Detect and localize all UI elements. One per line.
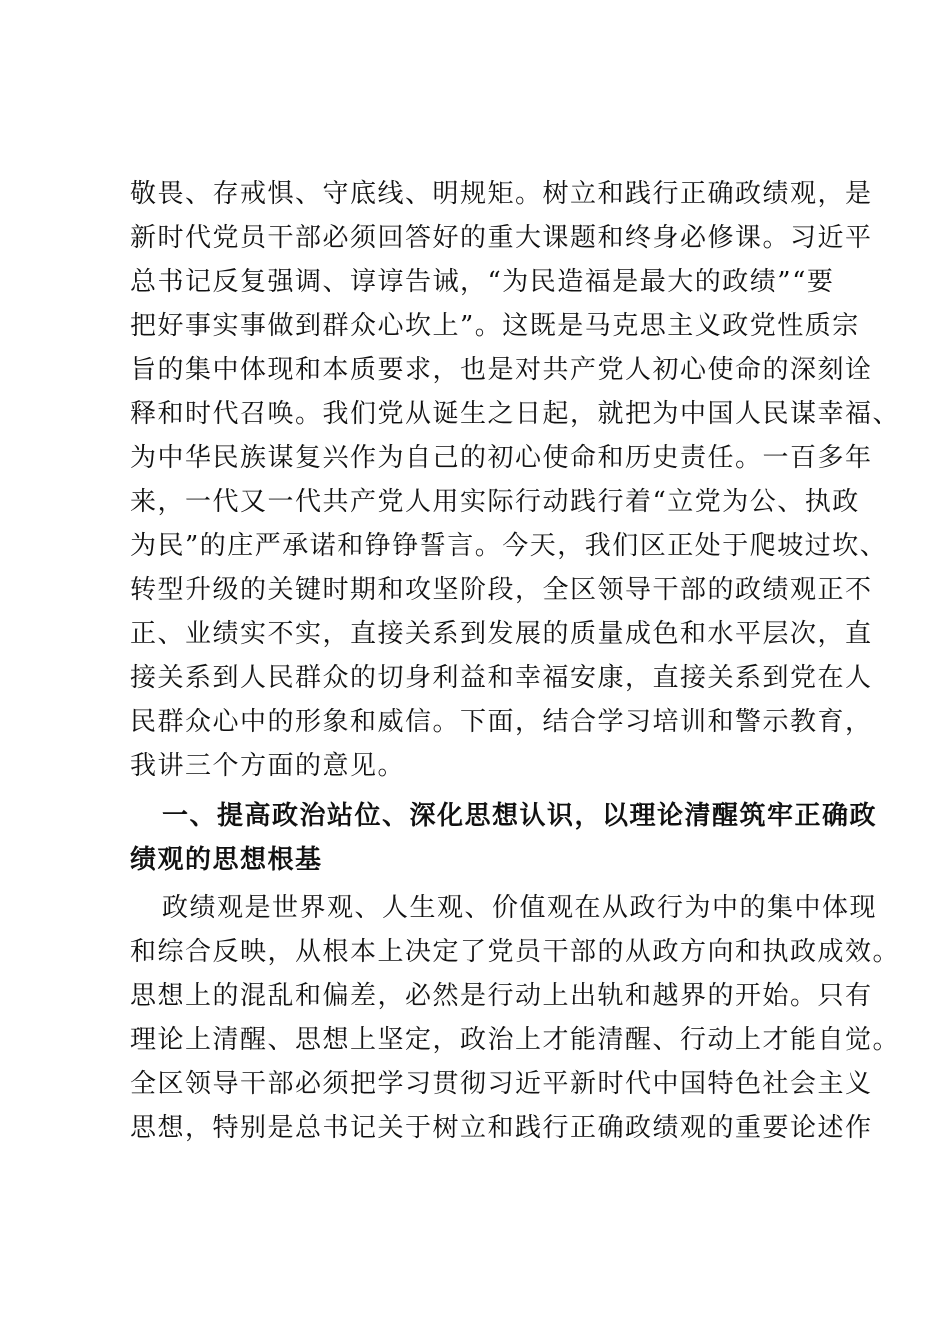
section-1-paragraph: [130, 886, 901, 1150]
paragraph-line: 全区领导干部必须把学习贯彻习近平新时代中国特色社会主义: [130, 1069, 873, 1099]
heading-line: 绩观的思想根基: [130, 845, 323, 875]
paragraph-line: 接关系到人民群众的切身利益和幸福安康，直接关系到党在人: [130, 663, 873, 693]
paragraph-line: 思想，特别是总书记关于树立和践行正确政绩观的重要论述作: [130, 1113, 873, 1143]
paragraph-line: 敬畏、存戒惧、守底线、明规矩。树立和践行正确政绩观，是: [130, 179, 873, 209]
paragraph-line: 正、业绩实不实，直接关系到发展的质量成色和水平层次，直: [130, 619, 873, 649]
paragraph-line: 理论上清醒、思想上坚定，政治上才能清醒、行动上才能自觉。: [130, 1025, 901, 1055]
paragraph-line: 政绩观是世界观、人生观、价值观在从政行为中的集中体现: [162, 893, 878, 923]
paragraph-line: 民群众心中的形象和威信。下面，结合学习培训和警示教育，: [130, 707, 873, 737]
paragraph-line: 释和时代召唤。我们党从诞生之日起，就把为中国人民谋幸福、: [130, 399, 901, 429]
paragraph-line: 和综合反映，从根本上决定了党员干部的从政方向和执政成效。: [130, 937, 901, 967]
section-heading-1: [130, 794, 878, 882]
paragraph-line: 转型升级的关键时期和攻坚阶段，全区领导干部的政绩观正不: [130, 575, 873, 605]
paragraph-line: 来，一代又一代共产党人用实际行动践行着“立党为公、执政: [130, 487, 860, 517]
paragraph-line: 为民”的庄严承诺和铮铮誓言。今天，我们区正处于爬坡过坎、: [130, 531, 888, 561]
paragraph-line: 思想上的混乱和偏差，必然是行动上出轨和越界的开始。只有: [130, 981, 873, 1011]
paragraph-line: 旨的集中体现和本质要求，也是对共产党人初心使命的深刻诠: [130, 355, 873, 385]
intro-paragraph: [130, 172, 901, 788]
paragraph-line: 为中华民族谋复兴作为自己的初心使命和历史责任。一百多年: [130, 443, 873, 473]
paragraph-line: 总书记反复强调、谆谆告诫，“为民造福是最大的政绩”“要: [130, 267, 835, 297]
paragraph-line: 我讲三个方面的意见。: [130, 751, 406, 781]
paragraph-line: 把好事实事做到群众心坎上”。这既是马克思主义政党性质宗: [130, 311, 860, 341]
paragraph-line: 新时代党员干部必须回答好的重大课题和终身必修课。习近平: [130, 223, 873, 253]
heading-line: 一、提高政治站位、深化思想认识，以理论清醒筑牢正确政: [162, 801, 878, 831]
